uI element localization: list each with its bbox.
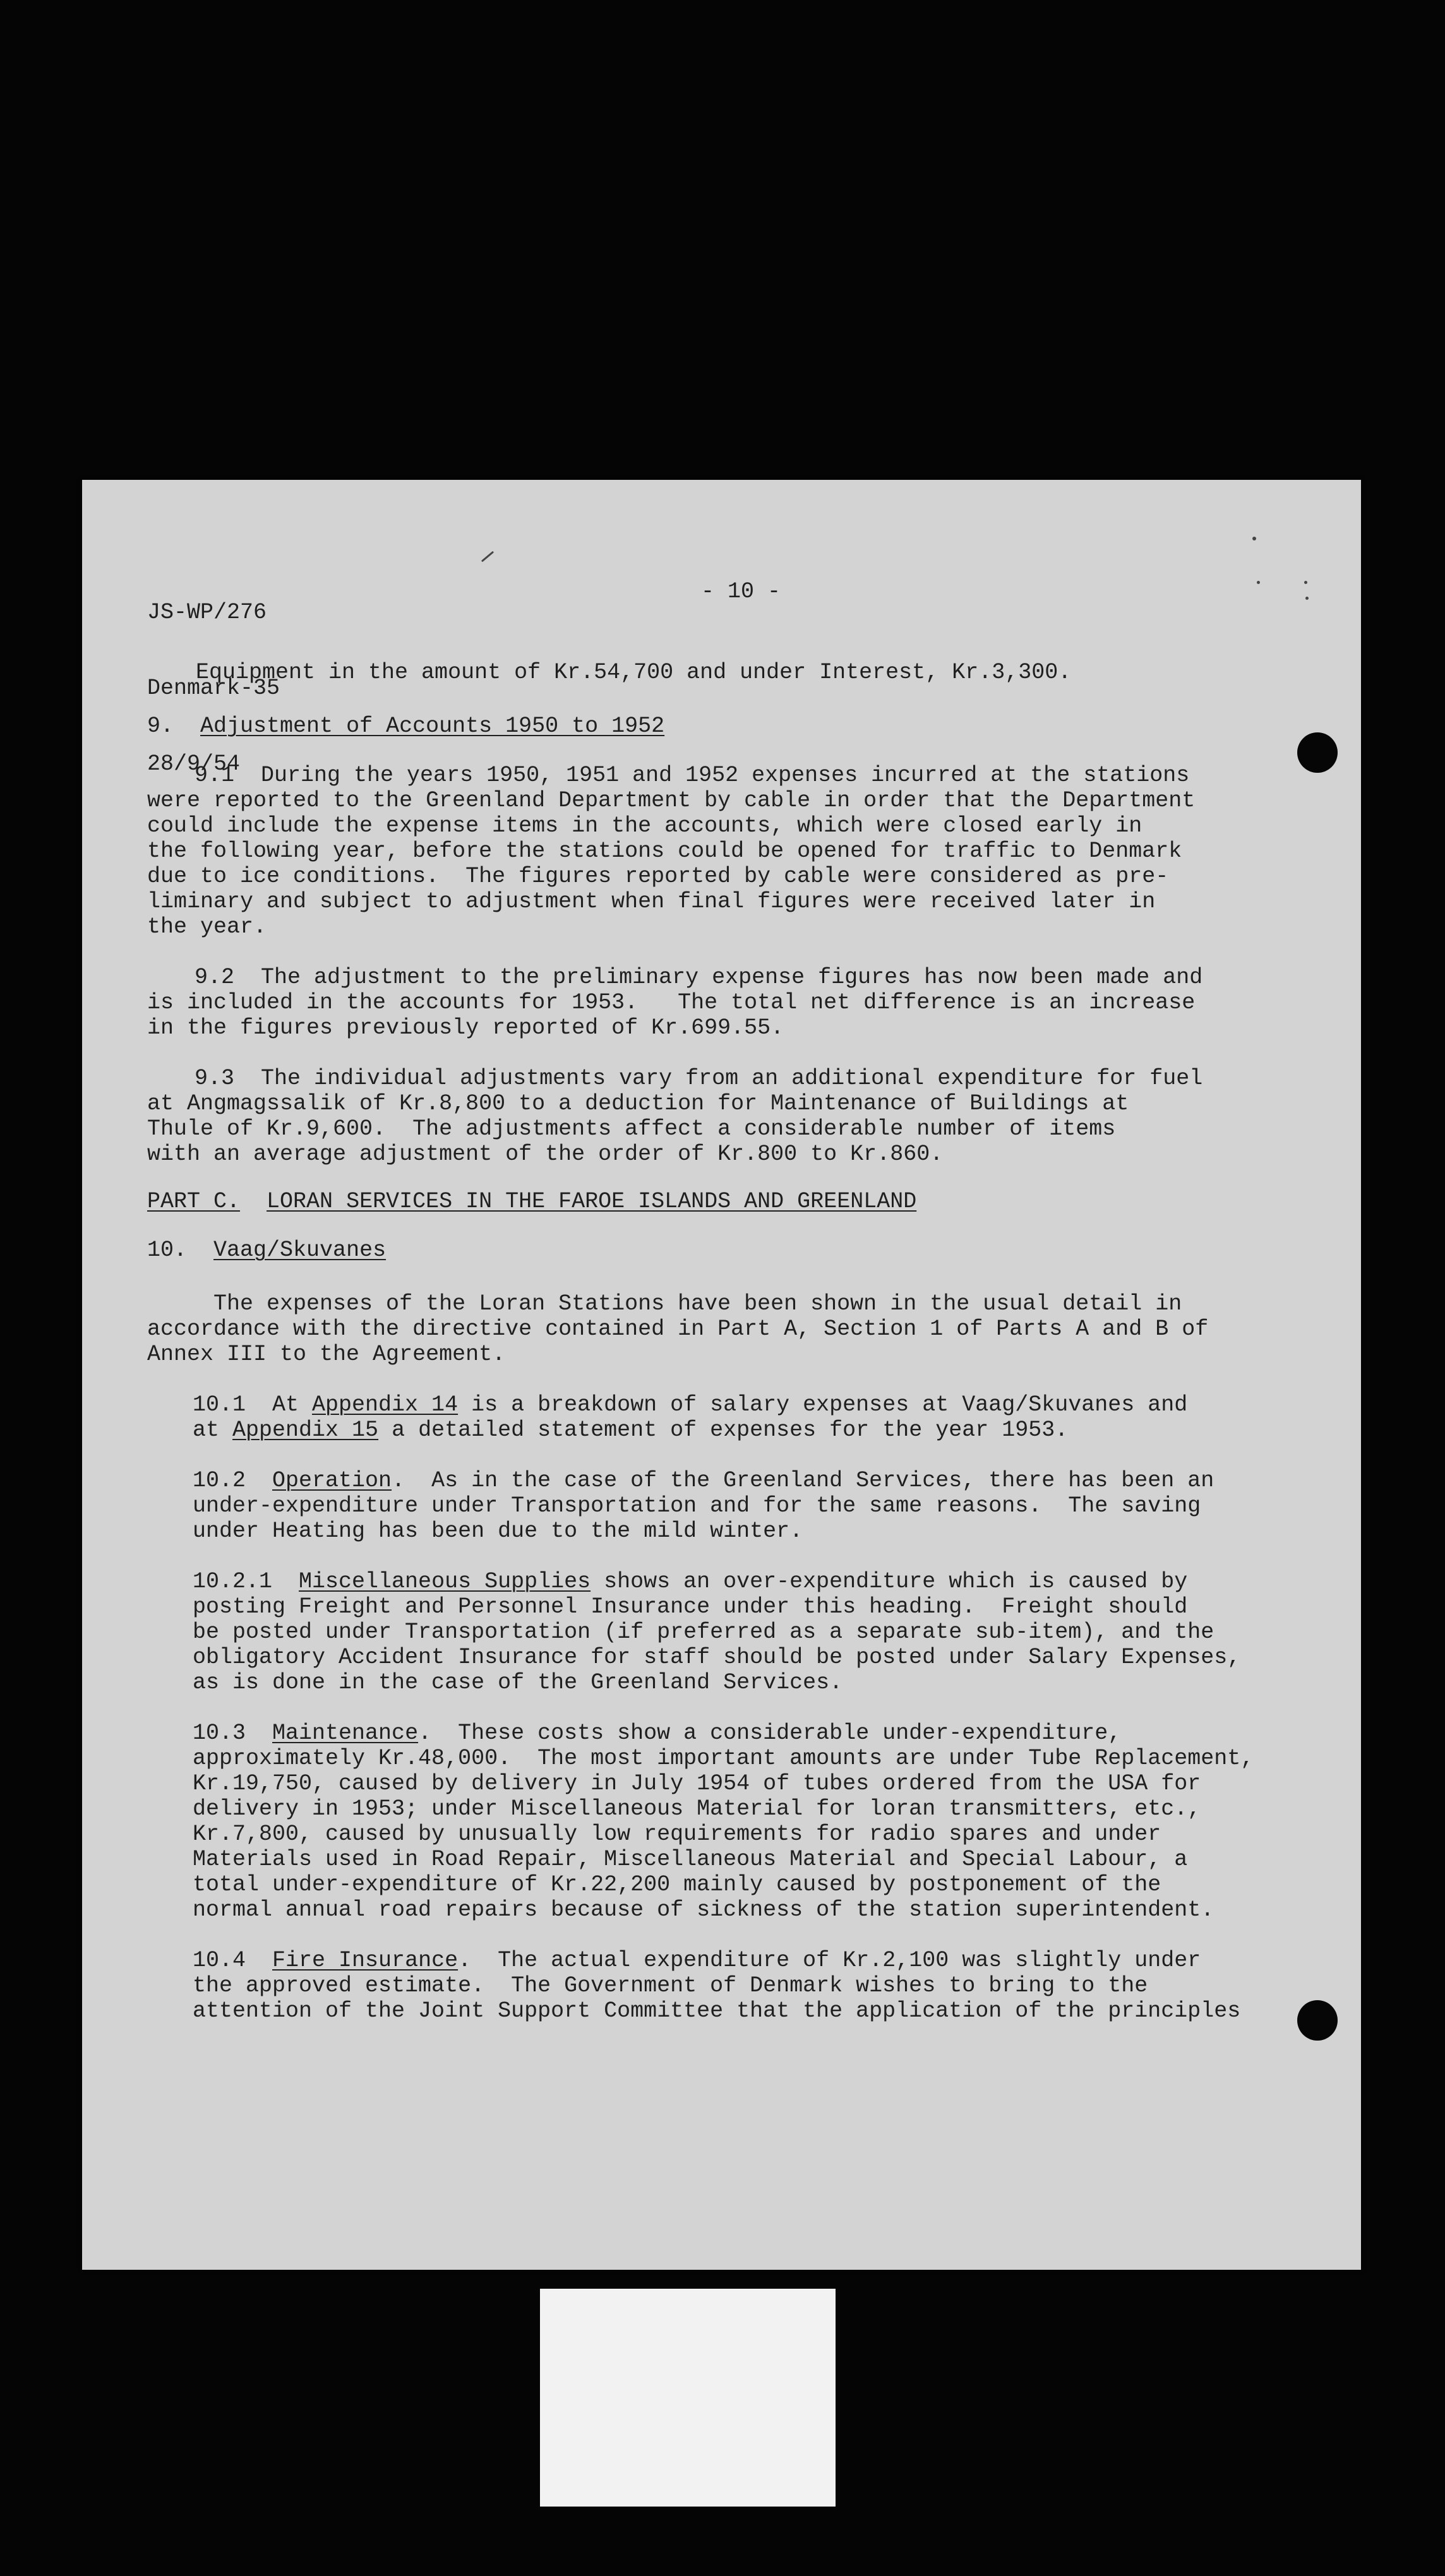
text-line: could include the expense items in the accounts, which were closed early in <box>147 813 1142 838</box>
text-line: the year. <box>147 914 267 939</box>
text-line: total under-expenditure of Kr.22,200 mainly caused by postponement of the <box>193 1872 1161 1897</box>
text-line: under-expenditure under Transportation and for the same reasons. The saving <box>193 1493 1201 1518</box>
part-c-heading <box>147 1189 916 1214</box>
paragraph-number: 10.2.1 <box>193 1569 299 1594</box>
section-9-heading <box>147 713 664 739</box>
dust-speck <box>1304 581 1307 584</box>
text-run: a detailed statement of expenses for the year 1953. <box>378 1417 1069 1443</box>
section-number: 9. <box>147 713 174 739</box>
text-line: posting Freight and Personnel Insurance under this heading. Freight should <box>193 1594 1188 1619</box>
text-line <box>193 1417 1068 1443</box>
text-line: the following year, before the stations could be opened for traffic to Denmark <box>147 838 1182 864</box>
appendix-15-reference: Appendix 15 <box>232 1417 379 1443</box>
text-line: Kr.19,750, caused by delivery in July 1954 of tubes ordered from the USA for <box>193 1771 1201 1796</box>
text-line: attention of the Joint Support Committee that the application of the principles <box>193 1998 1241 2024</box>
dust-speck <box>1252 537 1256 540</box>
paragraph-number: 10.2 <box>193 1468 273 1493</box>
text-line: normal annual road repairs because of sickness of the station superintendent. <box>193 1897 1214 1923</box>
section-number: 10. <box>147 1237 188 1263</box>
text-line: in the figures previously reported of Kr.699.55. <box>147 1015 784 1041</box>
text-line <box>193 1948 1201 1973</box>
appendix-14-reference: Appendix 14 <box>312 1392 459 1417</box>
text-line: approximately Kr.48,000. The most important amounts are under Tube Replacement, <box>193 1746 1254 1771</box>
text-line <box>193 1720 1121 1746</box>
text-line: be posted under Transportation (if preferred as a separate sub-item), and the <box>193 1619 1214 1645</box>
text-line: 9.2 The adjustment to the preliminary expense figures has now been made and <box>195 965 1203 990</box>
text-run: is a breakdown of salary expenses at Vaag/Skuvanes and <box>458 1392 1188 1417</box>
text-line: as is done in the case of the Greenland Services. <box>193 1670 843 1695</box>
dust-speck <box>1257 581 1260 584</box>
paragraph-9-2 <box>82 934 1203 1061</box>
text-line: due to ice conditions. The figures reported by cable were considered as pre- <box>147 864 1169 889</box>
text-run: . These costs show a considerable under-expenditure, <box>418 1720 1122 1746</box>
reference-code: JS-WP/276 <box>147 600 267 625</box>
blank-target-card <box>540 2289 836 2507</box>
text-line: delivery in 1953; under Miscellaneous Material for loran transmitters, etc., <box>193 1796 1201 1822</box>
section-10-heading <box>147 1237 386 1263</box>
document-page <box>82 480 1361 2270</box>
reference-country: Denmark-35 <box>147 676 280 701</box>
section-title: Vaag/Skuvanes <box>213 1237 387 1263</box>
text-line: with an average adjustment of the order of Kr.800 to Kr.860. <box>147 1142 944 1167</box>
text-line: accordance with the directive contained in Part A, Section 1 of Parts A and B of <box>147 1316 1209 1342</box>
text-line: 9.1 During the years 1950, 1951 and 1952 expenses incurred at the stations <box>195 763 1190 788</box>
text-line: Thule of Kr.9,600. The adjustments affect a considerable number of items <box>147 1116 1116 1142</box>
punch-hole <box>1297 2000 1338 2041</box>
paragraph-heading: Fire Insurance <box>272 1948 459 1973</box>
paragraph-heading: Miscellaneous Supplies <box>299 1569 591 1594</box>
text-line <box>193 1392 1187 1417</box>
punch-hole <box>1297 732 1338 773</box>
text-line: were reported to the Greenland Department by cable in order that the Department <box>147 788 1196 813</box>
text-line: Materials used in Road Repair, Miscellaneous Material and Special Labour, a <box>193 1847 1188 1872</box>
text-line <box>193 1569 1187 1594</box>
text-run: . As in the case of the Greenland Services, there has been an <box>392 1468 1214 1493</box>
part-title: LORAN SERVICES IN THE FAROE ISLANDS AND GREENLAND <box>267 1189 917 1214</box>
text-line: The expenses of the Loran Stations have been shown in the usual detail in <box>147 1291 1182 1316</box>
paragraph-heading: Operation <box>272 1468 392 1493</box>
text-run: . The actual expenditure of Kr.2,100 was slightly under <box>458 1948 1201 1973</box>
text-line: under Heating has been due to the mild winter. <box>193 1518 803 1544</box>
text-run: at <box>193 1417 233 1443</box>
paragraph-number: 10.4 <box>193 1948 273 1973</box>
text-line <box>193 1468 1214 1493</box>
text-line: is included in the accounts for 1953. The total net difference is an increase <box>147 990 1196 1015</box>
text-line: at Angmagssalik of Kr.8,800 to a deduction for Maintenance of Buildings at <box>147 1091 1129 1116</box>
section-title: Adjustment of Accounts 1950 to 1952 <box>200 713 665 739</box>
text-run: shows an over-expenditure which is caused by <box>591 1569 1188 1594</box>
pencil-mark <box>481 551 494 563</box>
text-line: 9.3 The individual adjustments vary from an additional expenditure for fuel <box>195 1066 1203 1091</box>
text-line: the approved estimate. The Government of Denmark wishes to bring to the <box>193 1973 1148 1998</box>
paragraph-number: 10.3 <box>193 1720 273 1746</box>
text-line: Annex III to the Agreement. <box>147 1342 506 1367</box>
reference-date: 28/9/54 <box>147 751 241 777</box>
text-run: 10.1 At <box>193 1392 313 1417</box>
continuation-line: Equipment in the amount of Kr.54,700 and under Interest, Kr.3,300. <box>196 660 1072 685</box>
dust-speck <box>1305 597 1309 600</box>
text-line: Kr.7,800, caused by unusually low requirements for radio spares and under <box>193 1822 1161 1847</box>
text-line: obligatory Accident Insurance for staff should be posted under Salary Expenses, <box>193 1645 1241 1670</box>
text-line: liminary and subject to adjustment when final figures were received later in <box>147 889 1156 914</box>
part-label: PART C. <box>147 1189 241 1214</box>
paragraph-heading: Maintenance <box>272 1720 419 1746</box>
page-number: - 10 - <box>701 579 781 604</box>
